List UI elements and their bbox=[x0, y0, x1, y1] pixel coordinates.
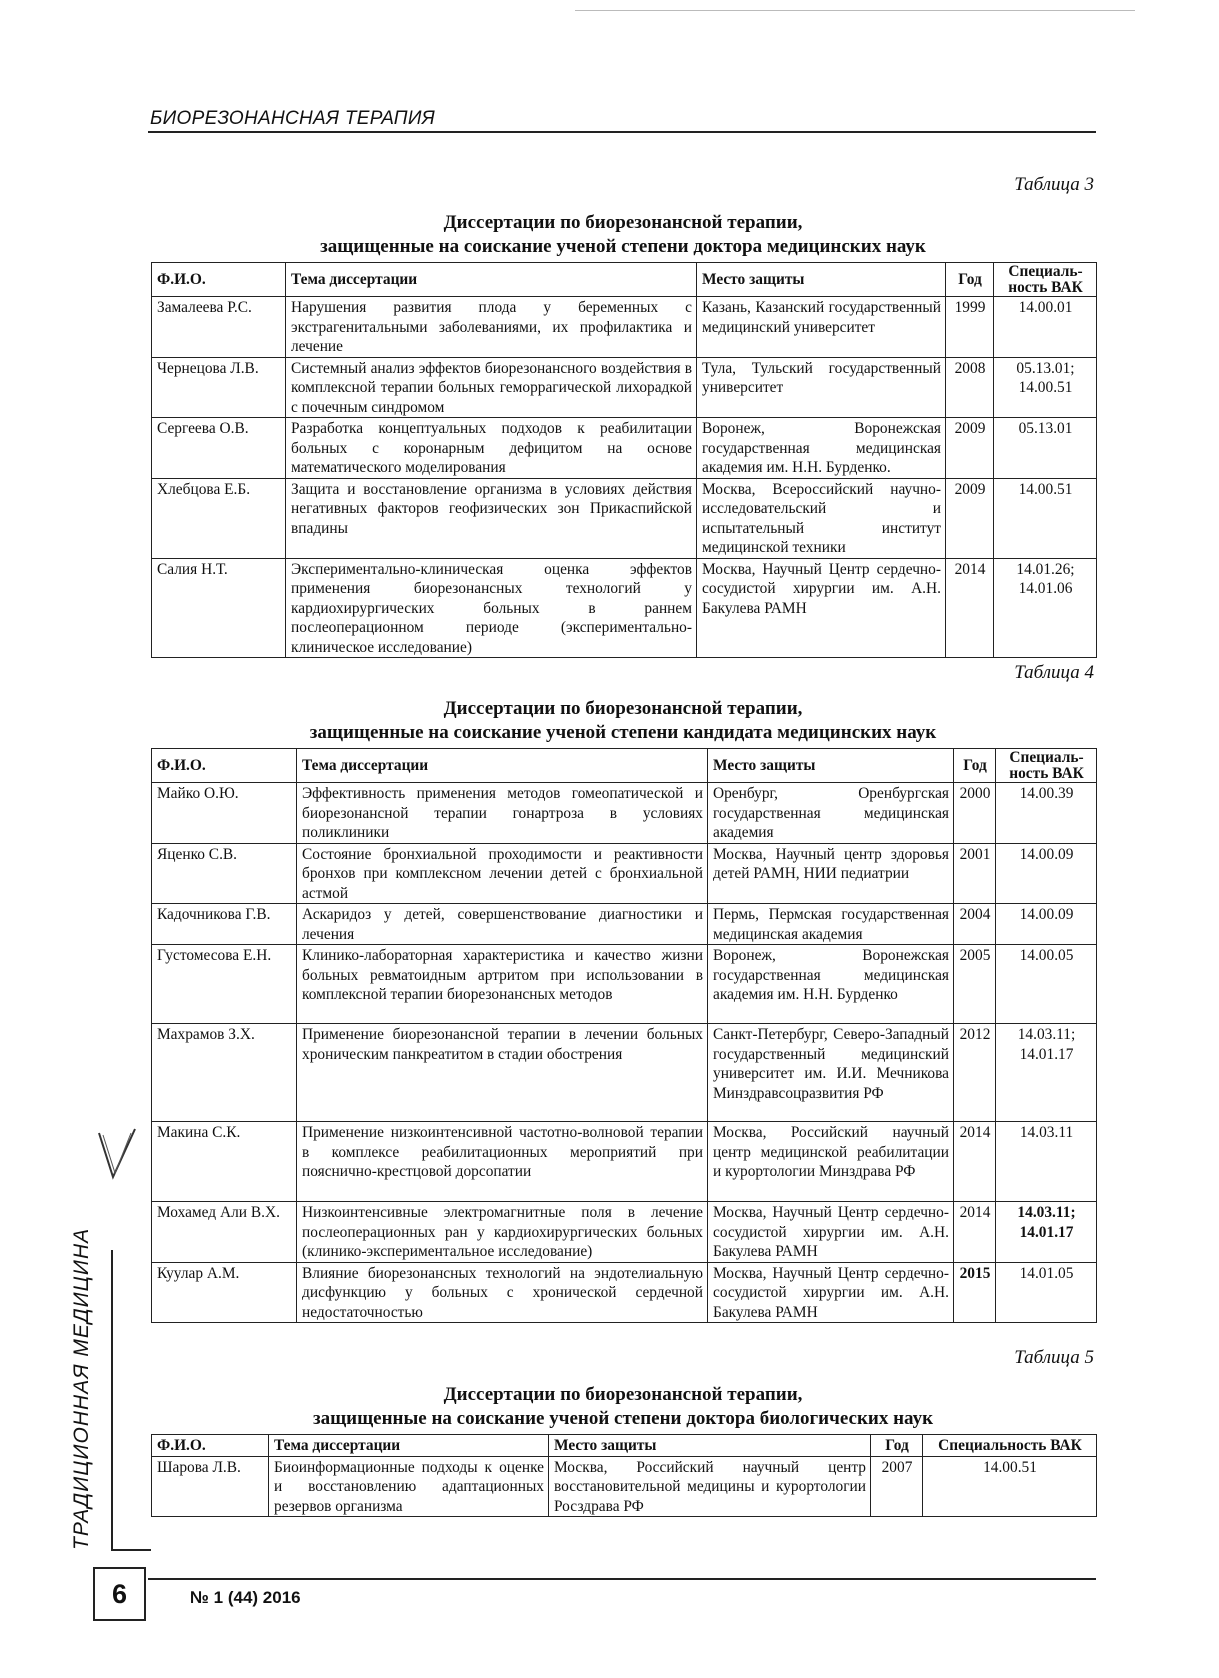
cell-topic: Эффективность применения методов гомеопатической и биорезонансной терапии гонартроза в условиях поликлиники bbox=[297, 783, 708, 844]
cell-fio: Салия Н.Т. bbox=[152, 558, 286, 658]
cell-year: 2005 bbox=[954, 945, 996, 1024]
table-row bbox=[152, 904, 1097, 945]
cell-year: 2000 bbox=[954, 783, 996, 844]
table-row bbox=[152, 558, 1097, 658]
cell-year: 2014 bbox=[946, 558, 994, 658]
table4-title-line1: Диссертации по биорезонансной терапии, bbox=[443, 698, 803, 719]
table5 bbox=[151, 1434, 1097, 1517]
table-row bbox=[152, 783, 1097, 844]
cell-specialty: 14.01.26; 14.01.06 bbox=[994, 558, 1097, 658]
col-year: Год bbox=[946, 263, 994, 297]
cell-year: 2015 bbox=[954, 1262, 996, 1323]
cell-topic: Клинико-лабораторная характеристика и качество жизни больных ревматоидным артритом при использовании в комплексной терапии биорезонансных методов bbox=[297, 945, 708, 1024]
table4-label: Таблица 4 bbox=[1014, 662, 1094, 683]
handwritten-check-mark bbox=[95, 1125, 145, 1185]
cell-fio: Яценко С.В. bbox=[152, 843, 297, 904]
cell-topic: Влияние биорезонансных технологий на эндотелиальную дисфункцию у больных с хронической сердечной недостаточностью bbox=[297, 1262, 708, 1323]
cell-specialty: 14.00.51 bbox=[994, 478, 1097, 558]
cell-place: Москва, Научный Центр сердечно-сосудистой хирургии им. А.Н. Бакулева РАМН bbox=[697, 558, 946, 658]
col-topic: Тема диссертации bbox=[297, 749, 708, 783]
cell-place: Казань, Казанский государственный медицинский университет bbox=[697, 297, 946, 358]
cell-topic: Применение биорезонансной терапии в лечении больных хроническим панкреатитом в стадии обострения bbox=[297, 1024, 708, 1122]
cell-specialty: 05.13.01; 14.00.51 bbox=[994, 357, 1097, 418]
cell-place: Пермь, Пермская государственная медицинская академия bbox=[708, 904, 954, 945]
table3-header-row bbox=[152, 263, 1097, 297]
col-place: Место защиты bbox=[697, 263, 946, 297]
table5-label: Таблица 5 bbox=[1014, 1347, 1094, 1368]
cell-place: Санкт-Петербург, Северо-Западный государственный медицинский университет им. И.И. Мечникова Минздравсоцразвития РФ bbox=[708, 1024, 954, 1122]
cell-specialty: 14.00.05 bbox=[996, 945, 1097, 1024]
cell-year: 2012 bbox=[954, 1024, 996, 1122]
table4-header-row bbox=[152, 749, 1097, 783]
sidebar-journal-title: ТРАДИЦИОННАЯ МЕДИЦИНА bbox=[70, 1227, 93, 1550]
top-edge-line bbox=[575, 10, 1135, 11]
table3 bbox=[151, 262, 1097, 658]
cell-fio: Чернецова Л.В. bbox=[152, 357, 286, 418]
table5-title-line2: защищенные на соискание ученой степени доктора биологических наук bbox=[312, 1408, 934, 1429]
table3-label: Таблица 3 bbox=[1014, 174, 1094, 195]
cell-place: Москва, Научный Центр сердечно-сосудистой хирургии им. А.Н. Бакулева РАМН bbox=[708, 1202, 954, 1263]
sidebar-rule-foot bbox=[111, 1549, 151, 1551]
cell-fio: Шарова Л.В. bbox=[152, 1456, 269, 1517]
cell-place: Москва, Российский научный центр медицинской реабилитации и курортологии Минздрава РФ bbox=[708, 1122, 954, 1202]
cell-fio: Замалеева Р.С. bbox=[152, 297, 286, 358]
table5-header-row bbox=[152, 1435, 1097, 1457]
cell-fio: Кадочникова Г.В. bbox=[152, 904, 297, 945]
cell-specialty: 14.03.11; 14.01.17 bbox=[996, 1202, 1097, 1263]
sidebar-rule bbox=[111, 1250, 113, 1550]
table-row bbox=[152, 945, 1097, 1024]
cell-specialty: 14.00.01 bbox=[994, 297, 1097, 358]
cell-topic: Разработка концептуальных подходов к реабилитации больных с коронарным дефицитом на основе математического моделирования bbox=[286, 418, 697, 479]
cell-place: Москва, Всероссийский научно-исследовательский и испытательный институт медицинской техники bbox=[697, 478, 946, 558]
cell-place: Тула, Тульский государственный университет bbox=[697, 357, 946, 418]
col-place: Место защиты bbox=[708, 749, 954, 783]
cell-year: 2004 bbox=[954, 904, 996, 945]
cell-place: Москва, Научный центр здоровья детей РАМН, НИИ педиатрии bbox=[708, 843, 954, 904]
cell-specialty: 14.00.09 bbox=[996, 843, 1097, 904]
cell-year: 2001 bbox=[954, 843, 996, 904]
cell-specialty: 14.03.11 bbox=[996, 1122, 1097, 1202]
cell-year: 2008 bbox=[946, 357, 994, 418]
cell-place: Москва, Российский научный центр восстановительной медицины и курортологии Росздрава РФ bbox=[549, 1456, 871, 1517]
cell-year: 2014 bbox=[954, 1122, 996, 1202]
cell-year: 2007 bbox=[871, 1456, 923, 1517]
table-row bbox=[152, 1024, 1097, 1122]
col-specialty: Специальность ВАК bbox=[923, 1435, 1097, 1457]
col-year: Год bbox=[871, 1435, 923, 1457]
col-specialty: Специаль-ность ВАК bbox=[994, 263, 1097, 297]
cell-topic: Нарушения развития плода у беременных с экстрагенитальными заболеваниями, их профилактика и лечение bbox=[286, 297, 697, 358]
col-year: Год bbox=[954, 749, 996, 783]
cell-topic: Низкоинтенсивные электромагнитные поля в лечение послеоперационных ран у кардиохирургических больных (клинико-экспериментальное исследование) bbox=[297, 1202, 708, 1263]
cell-topic: Биоинформационные подходы к оценке и восстановлению адаптационных резервов организма bbox=[269, 1456, 549, 1517]
col-fio: Ф.И.О. bbox=[152, 749, 297, 783]
header-rule bbox=[148, 131, 1096, 133]
cell-place: Москва, Научный Центр сердечно-сосудистой хирургии им. А.Н. Бакулева РАМН bbox=[708, 1262, 954, 1323]
cell-fio: Сергеева О.В. bbox=[152, 418, 286, 479]
cell-topic: Защита и восстановление организма в условиях действия негативных факторов геофизических зон Прикаспийской впадины bbox=[286, 478, 697, 558]
col-topic: Тема диссертации bbox=[286, 263, 697, 297]
col-fio: Ф.И.О. bbox=[152, 1435, 269, 1457]
cell-fio: Куулар А.М. bbox=[152, 1262, 297, 1323]
cell-fio: Майко О.Ю. bbox=[152, 783, 297, 844]
cell-fio: Махрамов З.Х. bbox=[152, 1024, 297, 1122]
table-row bbox=[152, 1202, 1097, 1263]
cell-year: 2009 bbox=[946, 478, 994, 558]
table4-title bbox=[150, 697, 1096, 745]
cell-topic: Состояние бронхиальной проходимости и реактивности бронхов при комплексном лечении детей с бронхиальной астмой bbox=[297, 843, 708, 904]
cell-place: Воронеж, Воронежская государственная медицинская академия им. Н.Н. Бурденко bbox=[708, 945, 954, 1024]
table5-title bbox=[150, 1383, 1096, 1431]
cell-place: Оренбург, Оренбургская государственная медицинская академия bbox=[708, 783, 954, 844]
cell-specialty: 14.01.05 bbox=[996, 1262, 1097, 1323]
page-number: 6 bbox=[93, 1567, 146, 1621]
table4-title-line2: защищенные на соискание ученой степени кандидата медицинских наук bbox=[309, 722, 937, 743]
table-row bbox=[152, 1262, 1097, 1323]
table-row bbox=[152, 1122, 1097, 1202]
table-row bbox=[152, 357, 1097, 418]
cell-fio: Мохамед Али В.Х. bbox=[152, 1202, 297, 1263]
table3-title bbox=[150, 211, 1096, 259]
cell-year: 1999 bbox=[946, 297, 994, 358]
running-header: БИОРЕЗОНАНСНАЯ ТЕРАПИЯ bbox=[150, 108, 435, 129]
table4 bbox=[151, 748, 1097, 1323]
cell-topic: Аскаридоз у детей, совершенствование диагностики и лечения bbox=[297, 904, 708, 945]
cell-fio: Густомесова Е.Н. bbox=[152, 945, 297, 1024]
table-row bbox=[152, 478, 1097, 558]
col-topic: Тема диссертации bbox=[269, 1435, 549, 1457]
cell-topic: Применение низкоинтенсивной частотно-волновой терапии в комплексе реабилитационных мероприятий при пояснично-крестцовой дорсопатии bbox=[297, 1122, 708, 1202]
table3-title-line1: Диссертации по биорезонансной терапии, bbox=[443, 212, 803, 233]
col-specialty: Специаль-ность ВАК bbox=[996, 749, 1097, 783]
cell-specialty: 05.13.01 bbox=[994, 418, 1097, 479]
cell-specialty: 14.00.09 bbox=[996, 904, 1097, 945]
cell-specialty: 14.03.11; 14.01.17 bbox=[996, 1024, 1097, 1122]
cell-place: Воронеж, Воронежская государственная медицинская академия им. Н.Н. Бурденко. bbox=[697, 418, 946, 479]
table5-title-line1: Диссертации по биорезонансной терапии, bbox=[443, 1384, 803, 1405]
cell-topic: Экспериментально-клиническая оценка эффектов применения биорезонансных технологий у кардиохирургических больных в раннем послеоперационном периоде (экспериментально-клиническое исследование) bbox=[286, 558, 697, 658]
table-row bbox=[152, 1456, 1097, 1517]
cell-year: 2009 bbox=[946, 418, 994, 479]
cell-year: 2014 bbox=[954, 1202, 996, 1263]
footer-rule bbox=[148, 1578, 1096, 1580]
col-place: Место защиты bbox=[549, 1435, 871, 1457]
table-row bbox=[152, 843, 1097, 904]
cell-fio: Макина С.К. bbox=[152, 1122, 297, 1202]
cell-topic: Системный анализ эффектов биорезонансного воздействия в комплексной терапии больных геморрагической лихорадкой с почечным синдромом bbox=[286, 357, 697, 418]
table-row bbox=[152, 418, 1097, 479]
col-fio: Ф.И.О. bbox=[152, 263, 286, 297]
cell-specialty: 14.00.51 bbox=[923, 1456, 1097, 1517]
cell-fio: Хлебцова Е.Б. bbox=[152, 478, 286, 558]
issue-number: № 1 (44) 2016 bbox=[190, 1588, 301, 1607]
table3-title-line2: защищенные на соискание ученой степени доктора медицинских наук bbox=[320, 236, 926, 257]
cell-specialty: 14.00.39 bbox=[996, 783, 1097, 844]
table-row bbox=[152, 297, 1097, 358]
